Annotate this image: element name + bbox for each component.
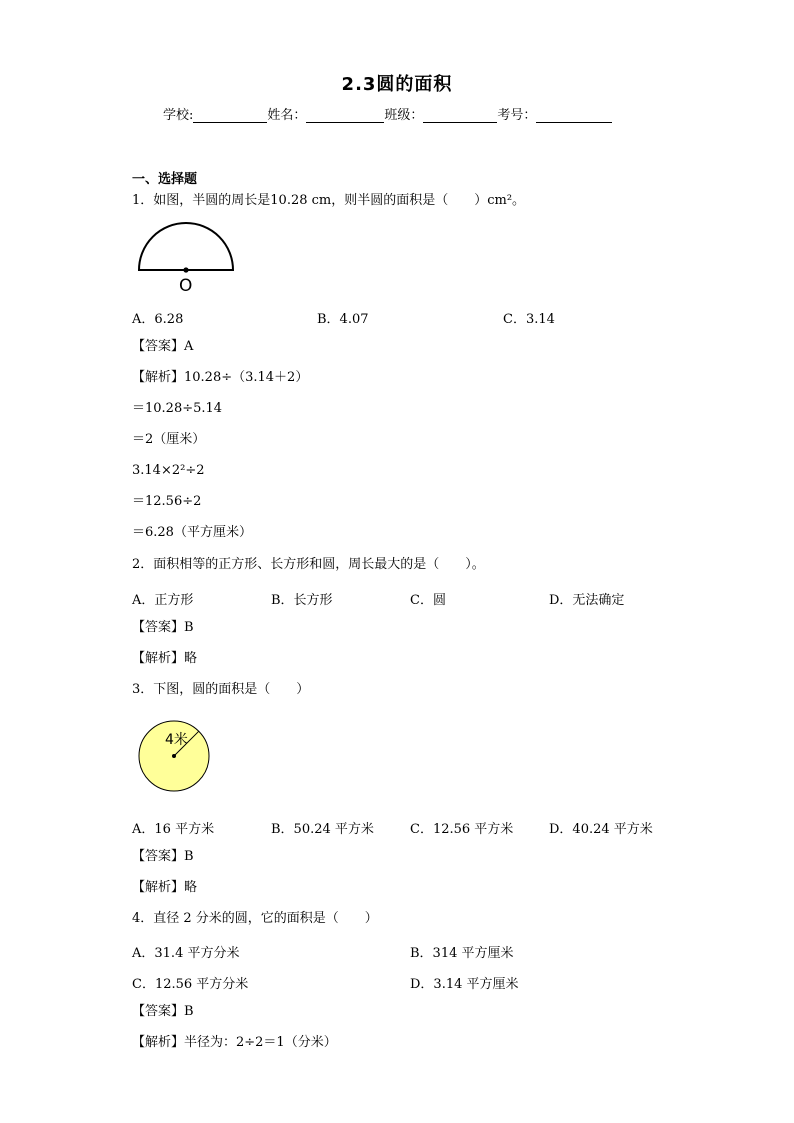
name-blank[interactable] <box>306 108 384 123</box>
q1-analysis-line: 3.14×2²÷2 <box>132 463 205 478</box>
center-label: O <box>179 276 193 296</box>
q1-option-c[interactable]: C．3.14 <box>503 312 555 327</box>
class-label: 班级： <box>384 108 424 123</box>
circle-center <box>172 754 176 758</box>
q1-answer: 【答案】A <box>132 339 194 354</box>
name-label: 姓名： <box>267 108 307 123</box>
q2-option-a[interactable]: A．正方形 <box>132 593 194 608</box>
q1-analysis-line: ＝6.28（平方厘米） <box>132 525 252 540</box>
q2-option-d[interactable]: D．无法确定 <box>549 593 625 608</box>
q3-stem: 3．下图，圆的面积是（ ） <box>132 682 310 697</box>
q4-option-c[interactable]: C．12.56 平方分米 <box>132 977 249 992</box>
id-blank[interactable] <box>536 108 612 123</box>
q1-analysis-line: ＝12.56÷2 <box>132 494 202 509</box>
q4-option-b[interactable]: B．314 平方厘米 <box>410 946 514 961</box>
q1-analysis-line: ＝10.28÷5.14 <box>132 401 223 416</box>
q3-option-a[interactable]: A．16 平方米 <box>132 822 215 837</box>
q3-analysis: 【解析】略 <box>132 880 198 895</box>
q4-option-d[interactable]: D．3.14 平方厘米 <box>410 977 519 992</box>
radius-label: 4米 <box>165 732 188 748</box>
q4-option-a[interactable]: A．31.4 平方分米 <box>132 946 240 961</box>
q2-answer: 【答案】B <box>132 620 194 635</box>
student-info-row <box>163 104 612 123</box>
semicircle-shape <box>139 223 233 270</box>
q3-answer: 【答案】B <box>132 849 194 864</box>
q4-analysis: 【解析】半径为：2÷2＝1（分米） <box>132 1035 337 1050</box>
q1-analysis-line: 【解析】10.28÷（3.14＋2） <box>132 370 309 385</box>
school-label: 学校: <box>163 108 194 123</box>
q2-analysis: 【解析】略 <box>132 651 198 666</box>
q2-option-c[interactable]: C．圆 <box>410 593 446 608</box>
page-title: 2.3圆的面积 <box>341 74 453 95</box>
school-blank[interactable] <box>193 108 267 123</box>
q1-option-a[interactable]: A．6.28 <box>132 312 184 327</box>
q4-answer: 【答案】B <box>132 1004 194 1019</box>
q2-stem: 2．面积相等的正方形、长方形和圆，周长最大的是（ ）。 <box>132 557 485 572</box>
q3-option-b[interactable]: B．50.24 平方米 <box>271 822 374 837</box>
q1-analysis-line: ＝2（厘米） <box>132 432 206 447</box>
q4-stem: 4．直径 2 分米的圆，它的面积是（ ） <box>132 911 378 926</box>
q1-option-b[interactable]: B．4.07 <box>317 312 369 327</box>
q3-option-d[interactable]: D．40.24 平方米 <box>549 822 653 837</box>
class-blank[interactable] <box>423 108 497 123</box>
id-label: 考号： <box>497 108 537 123</box>
section-heading: 一、选择题 <box>132 172 198 187</box>
q2-option-b[interactable]: B．长方形 <box>271 593 333 608</box>
q1-stem: 1．如图，半圆的周长是10.28 cm，则半圆的面积是（ ）cm²。 <box>132 193 526 208</box>
q3-option-c[interactable]: C．12.56 平方米 <box>410 822 514 837</box>
center-point <box>183 267 188 272</box>
